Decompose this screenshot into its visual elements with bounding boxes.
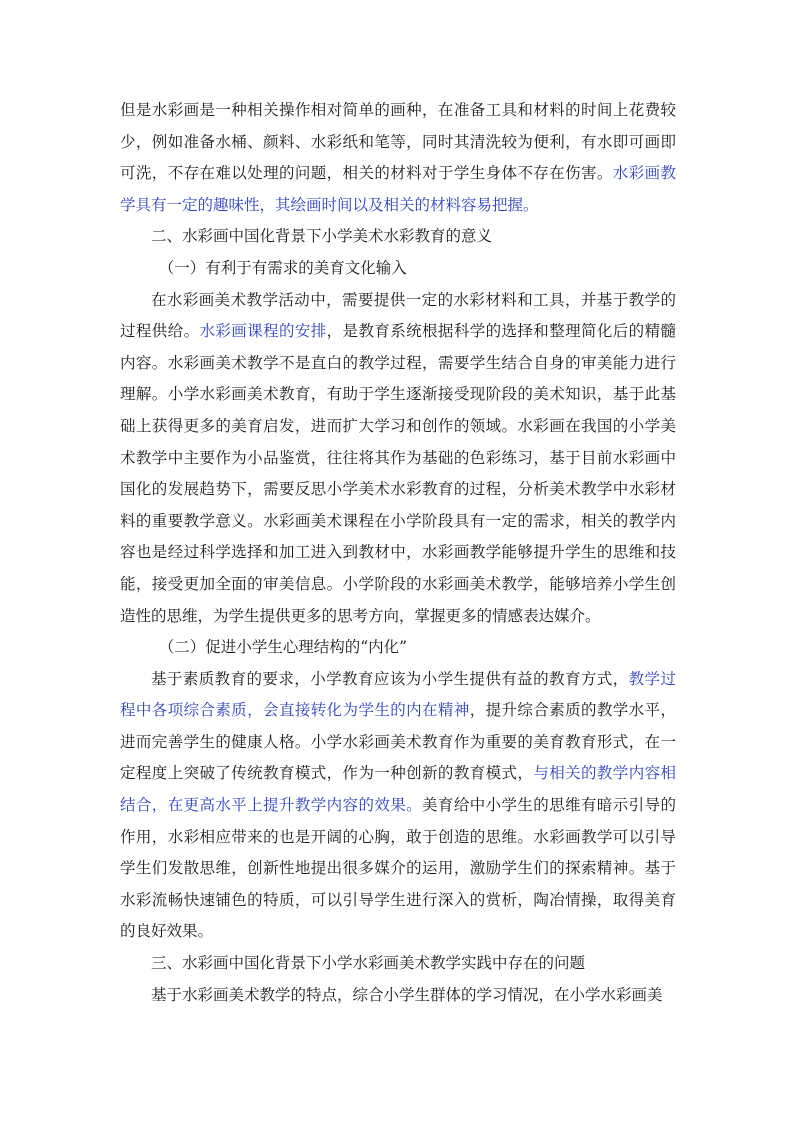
section-heading-2: 二、水彩画中国化背景下小学美术水彩教育的意义 — [151, 227, 493, 246]
highlighted-text: 水彩画课程的安排 — [199, 322, 327, 341]
subsection-heading-2-2: （二）促进小学生心理结构的“内化” — [158, 638, 408, 657]
highlighted-text: 教学过程中各项综合素质，会直接转化为学生的内在精神 — [120, 669, 676, 720]
paragraph-text: ，是教育系统根据科学的选择和整理简化后的精髓内容。水彩画美术教学不是直白的教学过程，需要学生结合自身的审美能力进行理解。小学水彩画美术教育，有助于学生逐渐接受现阶段的美术知识，基于此基础上获得更多的美育启发，进而扩大学习和创作的领域。水彩画在我国的小学美术教学中主要作为小品鉴赏，往往将其作为基础的色彩练习，基于目前水彩画中国化的发展趋势下，需要反思小学美术水彩教育的过程，分析美术教学中水彩材料的重要教学意义。水彩画美术课程在小学阶段具有一定的需求，相关的教学内容也是经过科学选择和加工进入到教材中，水彩画教学能够提升学生的思维和技能，接受更加全面的审美信息。小学阶段的水彩画美术教学，能够培养小学生创造性的思维，为学生提供更多的思考方向，掌握更多的情感表达媒介。 — [120, 322, 676, 625]
paragraph-continuation — [120, 95, 676, 221]
paragraph-text: 但是水彩画是一种相关操作相对简单的画种，在准备工具和材料的时间上花费较少，例如准备水桶、颜料、水彩纸和笔等，同时其清洗较为便利，有水即可画即可洗，不存在难以处理的问题，相关的材料对于学生身体不存在伤害。 — [120, 101, 676, 183]
paragraph-2 — [120, 285, 676, 633]
highlighted-text: 水彩画教学具有一定的趣味性，其绘画时间以及相关的材料容易把握。 — [120, 164, 676, 214]
paragraph-text: 美育给中小学生的思维有暗示引导的作用，水彩相应带来的也是开阔的心胸，敢于创造的思维。水彩画教学可以引导学生们发散思维，创新性地提出很多媒介的运用，激励学生们的探索精神。基于水彩流畅快速铺色的特质，可以引导学生进行深入的赏析，陶冶情操，取得美育的良好效果。 — [120, 796, 676, 941]
section-heading-3: 三、水彩画中国化背景下小学水彩画美术教学实践中存在的问题 — [151, 954, 586, 973]
paragraph-3 — [120, 664, 676, 948]
highlighted-text: 与相关的教学内容相结合，在更高水平上提升教学内容的效果。 — [120, 764, 676, 815]
subsection-heading-2-1: （一）有利于有需求的美育文化输入 — [158, 258, 407, 277]
document-page — [120, 95, 676, 1011]
paragraph-4: 基于水彩画美术教学的特点，综合小学生群体的学习情况，在小学水彩画美 — [151, 985, 663, 1004]
paragraph-text: ，提升综合素质的教学水平，进而完善学生的健康人格。小学水彩画美术教育作为重要的美育教育形式，在一定程度上突破了传统教育模式，作为一种创新的教育模式， — [120, 701, 676, 783]
paragraph-text: 在水彩画美术教学活动中，需要提供一定的水彩材料和工具，并基于教学的过程供给。 — [120, 290, 676, 341]
paragraph-text: 基于素质教育的要求，小学教育应该为小学生提供有益的教育方式， — [151, 669, 629, 688]
